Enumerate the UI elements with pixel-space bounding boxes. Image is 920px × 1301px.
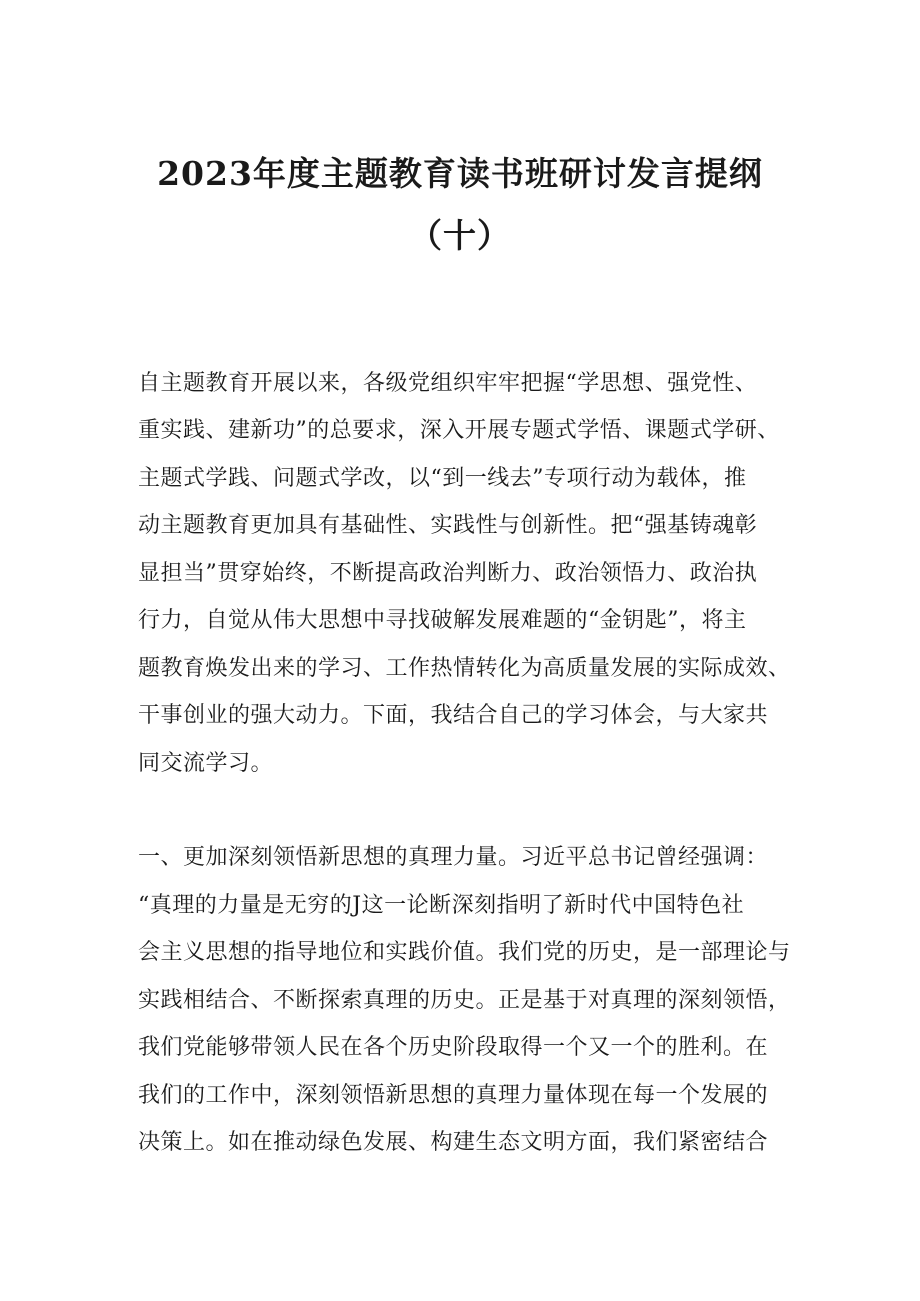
text-line: 自主题教育开展以来，各级党组织牢牢把握“学思想、强党性、 <box>138 371 758 396</box>
text-line: 同交流学习。 <box>138 751 274 776</box>
text-line: 主题式学践、问题式学改，以“到一线去”专项行动为载体，推 <box>138 466 747 491</box>
text-line: 行力，自觉从伟大思想中寻找破解发展难题的“金钥匙”，将主 <box>138 608 747 633</box>
text-line: 我们党能够带领人民在各个历史阶段取得一个又一个的胜利。在 <box>138 1035 769 1060</box>
text-line: 重实践、建新功”的总要求，深入开展专题式学悟、课题式学研、 <box>138 418 780 443</box>
document-title: 2023年度主题教育读书班研讨发言提纲 <box>157 154 763 193</box>
text-line: 题教育焕发出来的学习、工作热情转化为高质量发展的实际成效、 <box>138 656 791 681</box>
text-line: 显担当”贯穿始终，不断提高政治判断力、政治领悟力、政治执 <box>138 561 758 586</box>
text-line: 我们的工作中，深刻领悟新思想的真理力量体现在每一个发展的 <box>138 1083 769 1108</box>
text-line: 干事创业的强大动力。下面，我结合自己的学习体会，与大家共 <box>138 703 769 728</box>
text-line: 实践相结合、不断探索真理的历史。正是基于对真理的深刻领悟， <box>138 988 791 1013</box>
text-line: 会主义思想的指导地位和实践价值。我们党的历史，是一部理论与 <box>138 940 791 965</box>
text-line: 动主题教育更加具有基础性、实践性与创新性。把“强基铸魂彰 <box>138 513 758 538</box>
document-title-number: （十） <box>409 216 511 255</box>
section-heading-line: 一、更加深刻领悟新思想的真理力量。习近平总书记曾经强调： <box>138 845 769 870</box>
text-line: “真理的力量是无穷的J这一论断深刻指明了新时代中国特色社 <box>138 893 745 918</box>
text-line: 决策上。如在推动绿色发展、构建生态文明方面，我们紧密结合 <box>138 1130 769 1155</box>
